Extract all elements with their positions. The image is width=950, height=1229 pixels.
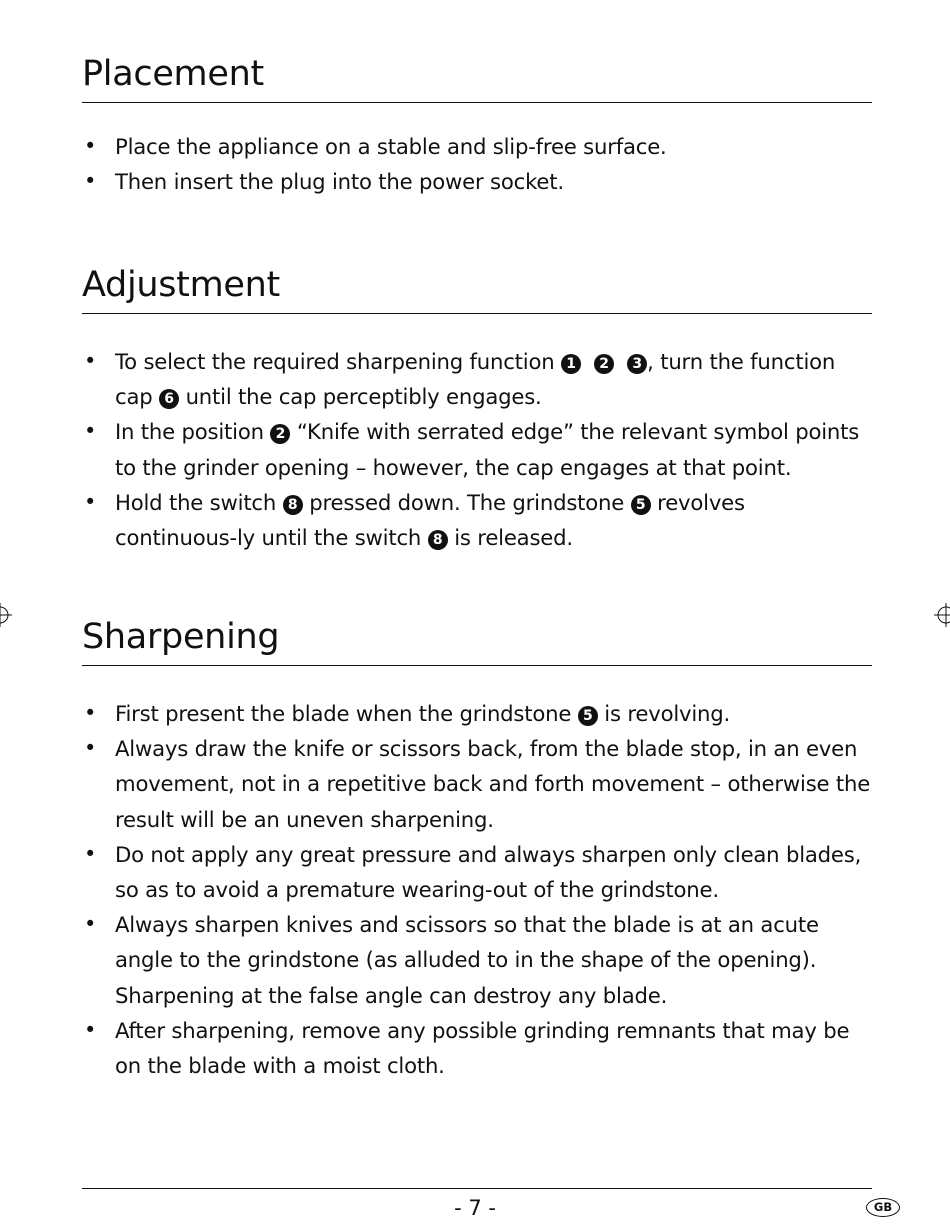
item-text: revolves continuous-ly until the switch bbox=[115, 489, 752, 551]
item-text: is released. bbox=[447, 525, 573, 551]
item-text: pressed down. The grindstone bbox=[302, 489, 631, 515]
item-text: , turn the function cap bbox=[115, 349, 842, 410]
registration-mark-left-icon bbox=[0, 603, 12, 627]
part-number-badge: 2 bbox=[594, 354, 614, 374]
list-item bbox=[82, 485, 872, 555]
bullet-icon: • bbox=[84, 736, 97, 761]
item-text: Do not apply any great pressure and always sharpen only clean blades, so as to avoid a premature wearing-out of the grindstone. bbox=[115, 841, 868, 903]
part-number-badge: 8 bbox=[283, 495, 303, 515]
item-text: “Knife with serrated edge” the relevant symbol points to the grinder opening – however, the cap engages at that point. bbox=[115, 419, 866, 480]
bullet-list bbox=[82, 696, 877, 1083]
item-text: To select the required sharpening function bbox=[115, 349, 561, 374]
bullet-list bbox=[82, 344, 872, 555]
part-number-badge: 6 bbox=[159, 389, 179, 409]
section-heading: Sharpening bbox=[82, 615, 872, 666]
bullet-icon: • bbox=[84, 489, 97, 514]
item-text: Then insert the plug into the power socket. bbox=[115, 169, 564, 195]
list-item bbox=[82, 731, 877, 837]
section-heading: Adjustment bbox=[82, 263, 872, 314]
part-number-badge: 8 bbox=[428, 530, 448, 550]
item-text: is revolving. bbox=[597, 701, 731, 726]
item-text: In the position bbox=[115, 419, 271, 445]
section-placement bbox=[82, 52, 872, 199]
list-item bbox=[82, 414, 872, 484]
bullet-icon: • bbox=[84, 134, 97, 158]
item-text: Place the appliance on a stable and slip-free surface. bbox=[115, 134, 667, 159]
bullet-icon: • bbox=[84, 419, 97, 444]
part-number-badge: 2 bbox=[270, 424, 290, 444]
list-item bbox=[82, 696, 872, 731]
section-sharpening bbox=[82, 615, 877, 1083]
item-text bbox=[581, 349, 594, 374]
language-badge: GB bbox=[866, 1198, 900, 1217]
list-item bbox=[82, 907, 872, 1013]
list-item bbox=[82, 837, 872, 907]
bullet-icon: • bbox=[84, 841, 97, 866]
part-number-badge: 1 bbox=[561, 354, 581, 374]
page-number: - 7 - bbox=[454, 1196, 496, 1220]
section-adjustment bbox=[82, 263, 872, 555]
registration-mark-right-icon bbox=[934, 603, 950, 627]
part-number-badge: 3 bbox=[627, 354, 647, 374]
item-text bbox=[614, 349, 627, 374]
part-number-badge: 5 bbox=[578, 706, 598, 726]
list-item bbox=[82, 1013, 872, 1083]
bullet-list bbox=[82, 129, 872, 199]
list-item bbox=[82, 344, 872, 414]
part-number-badge: 5 bbox=[631, 495, 651, 515]
bullet-icon: • bbox=[84, 349, 97, 373]
list-item bbox=[82, 164, 872, 199]
item-text: First present the blade when the grindstone bbox=[115, 701, 578, 726]
section-heading: Placement bbox=[82, 52, 872, 103]
item-text: Always sharpen knives and scissors so that the blade is at an acute angle to the grindstone (as alluded to in the shape of the opening). Sharpening at the false angle can destroy any blade. bbox=[115, 912, 826, 1008]
item-text: Hold the switch bbox=[115, 489, 283, 515]
item-text: until the cap perceptibly engages. bbox=[179, 384, 542, 410]
bullet-icon: • bbox=[84, 169, 97, 194]
footer-rule bbox=[82, 1188, 872, 1189]
bullet-icon: • bbox=[84, 701, 97, 725]
item-text: After sharpening, remove any possible grinding remnants that may be on the blade with a moist cloth. bbox=[115, 1017, 856, 1079]
item-text: Always draw the knife or scissors back, from the blade stop, in an even movement, not in a repetitive back and forth movement – otherwise the result will be an uneven sharpening. bbox=[115, 736, 877, 832]
bullet-icon: • bbox=[84, 912, 97, 937]
list-item bbox=[82, 129, 872, 164]
bullet-icon: • bbox=[84, 1017, 97, 1042]
